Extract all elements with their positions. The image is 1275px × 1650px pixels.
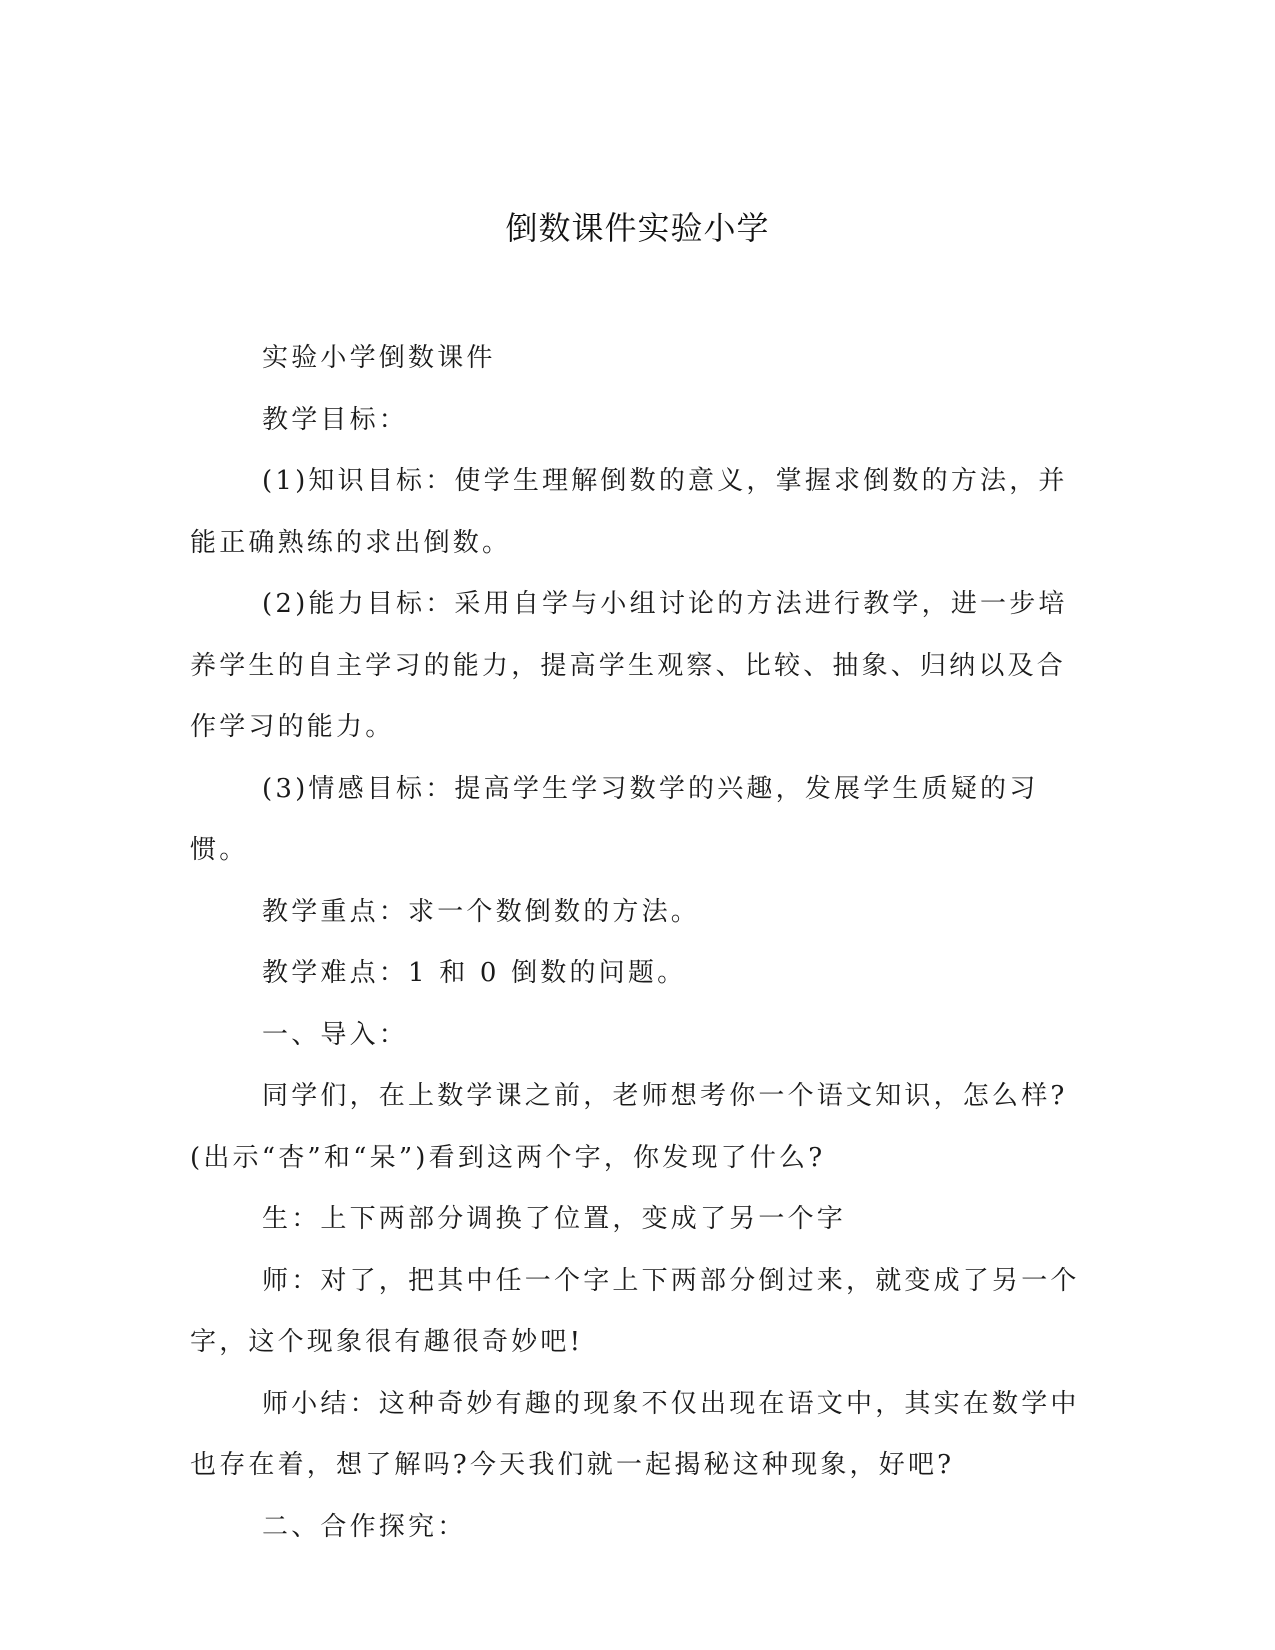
paragraph-section-cooperation: 二、合作探究： [262,1511,467,1542]
paragraph-intro-question: 同学们，在上数学课之前，老师想考你一个语文知识，怎么样?(出示“杏”和“呆”)看到这两个字，你发现了什么? [190,1081,1068,1173]
paragraph-section-introduction: 一、导入： [262,1019,409,1050]
paragraph-difficult-point: 教学难点：1 和 0 倒数的问题。 [262,958,687,988]
paragraph-student-answer: 生：上下两部分调换了位置，变成了另一个字 [262,1204,847,1234]
paragraph-subtitle: 实验小学倒数课件 [262,343,496,373]
paragraph-ability-goal: (2)能力目标：采用自学与小组讨论的方法进行教学，进一步培养学生的自主学习的能力，提高学生观察、比较、抽象、归纳以及合作学习的能力。 [190,589,1068,742]
paragraph-emotion-goal: (3)情感目标：提高学生学习数学的兴趣，发展学生质疑的习惯。 [190,773,1039,865]
paragraph-teaching-goals: 教学目标： [262,404,409,435]
paragraph-knowledge-goal: (1)知识目标：使学生理解倒数的意义，掌握求倒数的方法，并能正确熟练的求出倒数。 [190,466,1068,558]
document-body [190,328,1085,1558]
paragraph-key-point: 教学重点：求一个数倒数的方法。 [262,896,701,927]
paragraph-teacher-summary: 师小结：这种奇妙有趣的现象不仅出现在语文中，其实在数学中也存在着，想了解吗?今天我们就一起揭秘这种现象，好吧? [190,1388,1080,1480]
document-title: 倒数课件实验小学 [505,209,770,247]
paragraph-teacher-response: 师：对了，把其中任一个字上下两部分倒过来，就变成了另一个字，这个现象很有趣很奇妙吧! [190,1265,1080,1357]
